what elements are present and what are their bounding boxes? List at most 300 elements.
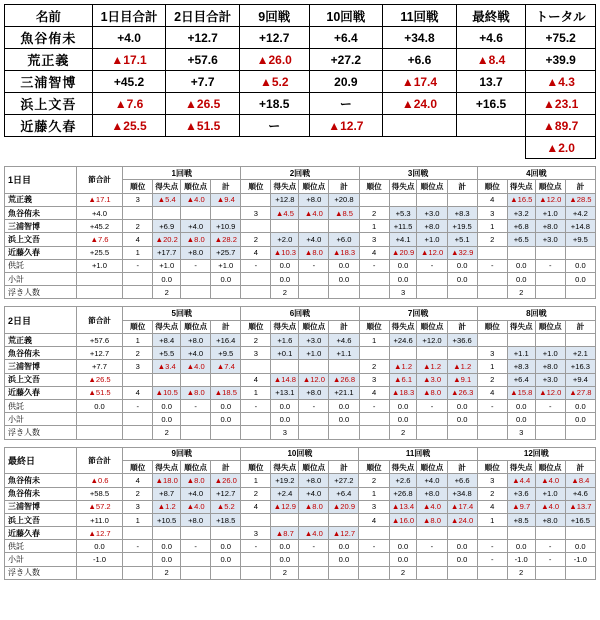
score-cell: 0.0: [271, 553, 299, 566]
score-cell: +1.0: [153, 259, 181, 272]
score-cell: -: [181, 400, 211, 413]
score-cell: [181, 272, 211, 285]
score-cell: [241, 193, 271, 206]
score-cell: ▲14.8: [271, 373, 299, 386]
detail-row: [5, 272, 596, 285]
score-cell: +3.2: [507, 206, 535, 219]
score-cell: [507, 527, 535, 540]
score-cell: [123, 206, 153, 219]
detail-table: [4, 306, 596, 439]
total-label: 節合計: [76, 307, 122, 334]
summary-cell: +12.7: [166, 27, 240, 49]
score-cell: +8.4: [153, 334, 181, 347]
subheader-cell: 得失点: [507, 180, 535, 193]
score-cell: [271, 513, 299, 526]
score-cell: [417, 193, 447, 206]
score-cell: [241, 413, 271, 426]
score-cell: 0.0: [153, 400, 181, 413]
score-cell: [359, 193, 389, 206]
score-cell: 1: [123, 513, 153, 526]
detail-row: [5, 373, 596, 386]
score-cell: ▲4.0: [535, 474, 565, 487]
score-cell: +25.7: [211, 246, 241, 259]
score-cell: [271, 220, 299, 233]
score-cell: +1.0: [535, 206, 565, 219]
score-cell: +4.0: [181, 220, 211, 233]
row-total: +58.5: [76, 487, 122, 500]
score-cell: +6.8: [507, 220, 535, 233]
score-cell: +16.4: [211, 334, 241, 347]
score-cell: +36.6: [447, 334, 477, 347]
score-cell: +1.6: [271, 334, 299, 347]
score-cell: [211, 426, 241, 439]
score-cell: [535, 566, 565, 579]
subheader-cell: 計: [447, 320, 477, 333]
score-cell: [299, 360, 329, 373]
score-cell: 1: [241, 474, 271, 487]
score-cell: [123, 373, 153, 386]
detail-row: [5, 527, 596, 540]
score-cell: [477, 246, 507, 259]
summary-cell: ▲12.7: [309, 115, 383, 137]
score-cell: ▲1.2: [153, 500, 181, 513]
score-cell: [329, 220, 359, 233]
score-cell: ▲4.4: [507, 474, 535, 487]
score-cell: -: [535, 259, 565, 272]
summary-cell: +6.4: [309, 27, 383, 49]
score-cell: [359, 426, 389, 439]
score-cell: 1: [359, 334, 389, 347]
score-cell: 3: [477, 206, 507, 219]
row-total: ▲12.7: [76, 527, 122, 540]
subheader-cell: 得失点: [153, 320, 181, 333]
score-cell: 0.0: [211, 413, 241, 426]
subheader-cell: 順位点: [535, 460, 565, 473]
score-cell: -: [299, 259, 329, 272]
score-cell: -: [181, 259, 211, 272]
score-cell: [211, 206, 241, 219]
score-cell: +2.1: [565, 347, 595, 360]
row-label: 荒正義: [5, 193, 77, 206]
row-label: 魚谷侑未: [5, 206, 77, 219]
score-cell: ▲5.2: [211, 500, 241, 513]
score-cell: [417, 347, 447, 360]
score-cell: [153, 527, 181, 540]
summary-cell: +16.5: [456, 93, 526, 115]
spacer: [5, 137, 93, 159]
score-cell: ▲12.7: [329, 527, 359, 540]
score-cell: ▲4.0: [299, 527, 329, 540]
score-cell: [477, 286, 507, 299]
score-cell: 0.0: [329, 540, 359, 553]
score-cell: 1: [241, 386, 271, 399]
summary-cell: ▲17.4: [383, 71, 457, 93]
score-cell: +0.1: [271, 347, 299, 360]
summary-header-cell: 11回戦: [383, 5, 457, 27]
row-total: ▲26.5: [76, 373, 122, 386]
score-cell: ▲4.0: [535, 500, 565, 513]
row-label: 三浦智博: [5, 360, 77, 373]
score-cell: [123, 553, 153, 566]
row-label: 荒正義: [5, 334, 77, 347]
subheader-cell: 順位: [123, 320, 153, 333]
score-cell: ▲4.0: [181, 500, 211, 513]
score-cell: +5.5: [153, 347, 181, 360]
score-cell: 2: [153, 286, 181, 299]
score-cell: ▲28.2: [211, 233, 241, 246]
subheader-cell: 順位点: [417, 460, 447, 473]
summary-cell: ▲7.6: [92, 93, 166, 115]
summary-cell: +4.6: [456, 27, 526, 49]
score-cell: +2.6: [389, 474, 417, 487]
detail-row: [5, 286, 596, 299]
score-cell: 2: [507, 566, 535, 579]
score-cell: 2: [389, 566, 417, 579]
score-cell: -: [477, 400, 507, 413]
row-label: 供託: [5, 259, 77, 272]
score-cell: [535, 527, 565, 540]
score-cell: 1: [477, 360, 507, 373]
score-cell: ▲18.3: [329, 246, 359, 259]
subheader-cell: 得失点: [389, 180, 417, 193]
score-cell: 0.0: [211, 540, 241, 553]
score-cell: 0.0: [507, 272, 535, 285]
detail-table: [4, 166, 596, 299]
score-cell: 0.0: [329, 413, 359, 426]
row-total: +1.0: [76, 259, 122, 272]
score-cell: [447, 347, 477, 360]
score-cell: ▲6.1: [389, 373, 417, 386]
score-cell: 3: [477, 474, 507, 487]
score-cell: +10.9: [211, 220, 241, 233]
row-total: +12.7: [76, 347, 122, 360]
score-cell: 0.0: [329, 272, 359, 285]
round-header: 9回戦: [123, 447, 241, 460]
score-cell: [241, 220, 271, 233]
score-cell: [447, 426, 477, 439]
subheader-cell: 計: [211, 320, 241, 333]
score-cell: ▲24.0: [447, 513, 477, 526]
detail-row: [5, 233, 596, 246]
row-label: 魚谷侑未: [5, 474, 77, 487]
score-cell: +8.0: [535, 220, 565, 233]
score-cell: ▲1.2: [447, 360, 477, 373]
score-cell: +2.0: [271, 233, 299, 246]
subheader-cell: 計: [565, 460, 595, 473]
subheader-cell: 計: [211, 180, 241, 193]
score-cell: -: [359, 400, 389, 413]
subheader-cell: 順位点: [417, 180, 447, 193]
score-cell: ▲8.7: [271, 527, 299, 540]
score-cell: 1: [359, 487, 389, 500]
round-header: 2回戦: [241, 167, 359, 180]
score-cell: [329, 566, 359, 579]
score-cell: +12.7: [211, 487, 241, 500]
score-cell: ▲20.9: [329, 500, 359, 513]
detail-row: [5, 426, 596, 439]
score-cell: 2: [507, 286, 535, 299]
detail-row: [5, 347, 596, 360]
score-cell: [447, 527, 477, 540]
score-cell: [477, 334, 507, 347]
row-label: 近藤久春: [5, 246, 77, 259]
row-label: 小計: [5, 272, 77, 285]
detail-row: [5, 513, 596, 526]
score-cell: +1.0: [211, 259, 241, 272]
row-total: +25.5: [76, 246, 122, 259]
score-cell: +13.1: [271, 386, 299, 399]
score-cell: -: [417, 400, 447, 413]
score-cell: [477, 426, 507, 439]
score-cell: +1.0: [417, 233, 447, 246]
summary-header-cell: 最終戦: [456, 5, 526, 27]
detail-row: [5, 246, 596, 259]
score-cell: +9.5: [565, 233, 595, 246]
subheader-cell: 順位: [477, 320, 507, 333]
score-cell: 2: [389, 426, 417, 439]
row-total: ▲51.5: [76, 386, 122, 399]
score-cell: -: [477, 259, 507, 272]
score-cell: +8.0: [181, 246, 211, 259]
summary-cell: +34.8: [383, 27, 457, 49]
subheader-cell: 順位点: [181, 320, 211, 333]
subheader-cell: 計: [447, 460, 477, 473]
score-cell: [329, 513, 359, 526]
score-cell: [447, 193, 477, 206]
summary-header-cell: 10回戦: [309, 5, 383, 27]
score-cell: 0.0: [153, 272, 181, 285]
summary-row: [5, 27, 596, 49]
score-cell: 4: [359, 246, 389, 259]
score-cell: 2: [241, 233, 271, 246]
subheader-cell: 順位: [241, 180, 271, 193]
score-cell: [565, 286, 595, 299]
row-label: 魚谷侑未: [5, 347, 77, 360]
score-cell: 0.0: [271, 400, 299, 413]
score-cell: 0.0: [211, 553, 241, 566]
summary-row: [5, 49, 596, 71]
subheader-cell: 順位: [241, 320, 271, 333]
summary-cell: +27.2: [309, 49, 383, 71]
score-cell: 0.0: [447, 413, 477, 426]
score-cell: -: [477, 553, 507, 566]
score-cell: 0.0: [153, 413, 181, 426]
detail-header-row: [5, 167, 596, 180]
detail-row: [5, 193, 596, 206]
detail-blocks: [0, 166, 600, 580]
round-header: 3回戦: [359, 167, 477, 180]
score-cell: 4: [359, 513, 389, 526]
summary-total: ▲4.3: [526, 71, 596, 93]
summary-cell: +45.2: [92, 71, 166, 93]
round-header: 10回戦: [241, 447, 359, 460]
score-cell: [271, 360, 299, 373]
score-cell: [417, 553, 447, 566]
round-header: 5回戦: [123, 307, 241, 320]
score-cell: ▲18.0: [153, 474, 181, 487]
summary-cell: 20.9: [309, 71, 383, 93]
score-cell: [299, 220, 329, 233]
summary-footer-row: [5, 137, 596, 159]
row-label: 浜上文吾: [5, 233, 77, 246]
score-cell: 0.0: [389, 259, 417, 272]
score-cell: 0.0: [389, 553, 417, 566]
score-cell: ▲12.0: [299, 373, 329, 386]
score-cell: [359, 413, 389, 426]
summary-cell: ▲26.5: [166, 93, 240, 115]
score-cell: 4: [123, 474, 153, 487]
score-cell: +1.0: [535, 487, 565, 500]
score-cell: 3: [359, 233, 389, 246]
detail-row: [5, 206, 596, 219]
summary-total: ▲23.1: [526, 93, 596, 115]
score-cell: 4: [359, 386, 389, 399]
score-cell: -: [241, 400, 271, 413]
subheader-cell: 順位点: [299, 180, 329, 193]
summary-cell: [456, 115, 526, 137]
score-cell: [329, 286, 359, 299]
subheader-cell: 計: [565, 180, 595, 193]
score-cell: 3: [241, 347, 271, 360]
score-cell: +4.0: [417, 474, 447, 487]
score-cell: +6.0: [329, 233, 359, 246]
score-cell: 0.0: [565, 413, 595, 426]
score-cell: 2: [241, 487, 271, 500]
score-cell: -: [417, 259, 447, 272]
score-cell: +8.0: [535, 360, 565, 373]
summary-header-cell: 1日目合計: [92, 5, 166, 27]
score-cell: +5.1: [447, 233, 477, 246]
score-cell: [181, 413, 211, 426]
score-cell: ▲13.4: [389, 500, 417, 513]
subheader-cell: 得失点: [389, 460, 417, 473]
score-cell: [299, 566, 329, 579]
score-cell: 3: [123, 193, 153, 206]
summary-cell: 13.7: [456, 71, 526, 93]
round-header: 7回戦: [359, 307, 477, 320]
day-label: 最終日: [5, 447, 77, 474]
row-total: 0.0: [76, 540, 122, 553]
score-cell: 2: [359, 360, 389, 373]
subheader-cell: 順位: [359, 460, 389, 473]
summary-cell: ▲24.0: [383, 93, 457, 115]
spacer: [456, 137, 526, 159]
score-cell: [507, 334, 535, 347]
detail-block: [4, 447, 596, 580]
score-cell: [329, 360, 359, 373]
score-cell: 0.0: [507, 400, 535, 413]
score-cell: [447, 566, 477, 579]
score-cell: 2: [359, 474, 389, 487]
score-cell: ▲17.4: [447, 500, 477, 513]
subheader-cell: 順位: [123, 460, 153, 473]
subheader-cell: 得失点: [507, 460, 535, 473]
score-cell: +3.0: [535, 373, 565, 386]
score-cell: -: [359, 259, 389, 272]
score-cell: +12.8: [271, 193, 299, 206]
score-cell: -: [299, 540, 329, 553]
score-cell: +8.0: [181, 513, 211, 526]
score-cell: +10.5: [153, 513, 181, 526]
subheader-cell: 得失点: [271, 180, 299, 193]
score-cell: +12.0: [417, 334, 447, 347]
summary-header-cell: 2日目合計: [166, 5, 240, 27]
row-total: -1.0: [76, 553, 122, 566]
score-cell: -: [123, 540, 153, 553]
grand-total: ▲2.0: [526, 137, 596, 159]
score-cell: +26.8: [389, 487, 417, 500]
score-cell: 3: [271, 426, 299, 439]
score-cell: +3.0: [417, 206, 447, 219]
score-cell: 0.0: [271, 413, 299, 426]
score-cell: +4.0: [181, 487, 211, 500]
score-cell: -: [241, 540, 271, 553]
score-cell: +1.0: [299, 347, 329, 360]
score-cell: ▲27.8: [565, 386, 595, 399]
score-cell: [507, 246, 535, 259]
score-cell: +6.9: [153, 220, 181, 233]
score-cell: ▲4.0: [181, 360, 211, 373]
score-cell: [181, 527, 211, 540]
day-label: 1日目: [5, 167, 77, 194]
score-cell: ▲8.0: [417, 513, 447, 526]
subheader-cell: 順位: [477, 460, 507, 473]
score-cell: [241, 286, 271, 299]
row-label: 供託: [5, 540, 77, 553]
row-total: ▲57.2: [76, 500, 122, 513]
score-cell: 0.0: [447, 553, 477, 566]
score-cell: [153, 206, 181, 219]
round-header: 4回戦: [477, 167, 595, 180]
row-total: [76, 426, 122, 439]
subheader-cell: 順位: [241, 460, 271, 473]
score-cell: ▲4.0: [417, 500, 447, 513]
score-cell: 2: [123, 347, 153, 360]
summary-cell: +7.7: [166, 71, 240, 93]
detail-row: [5, 413, 596, 426]
score-cell: [299, 513, 329, 526]
score-cell: ▲20.2: [153, 233, 181, 246]
score-cell: +1.1: [507, 347, 535, 360]
subheader-cell: 順位点: [181, 460, 211, 473]
score-cell: [535, 286, 565, 299]
score-cell: ▲12.0: [417, 246, 447, 259]
score-cell: +8.5: [507, 513, 535, 526]
score-cell: +4.6: [565, 487, 595, 500]
score-cell: 3: [477, 347, 507, 360]
score-cell: 3: [359, 373, 389, 386]
subheader-cell: 得失点: [271, 320, 299, 333]
detail-row: [5, 500, 596, 513]
summary-total: +39.9: [526, 49, 596, 71]
score-cell: 0.0: [329, 553, 359, 566]
round-header: 8回戦: [477, 307, 595, 320]
spacer: [309, 137, 383, 159]
score-cell: -: [417, 540, 447, 553]
total-label: 節合計: [76, 167, 122, 194]
score-cell: [123, 272, 153, 285]
score-cell: [535, 413, 565, 426]
score-cell: 1: [123, 334, 153, 347]
score-cell: 4: [477, 500, 507, 513]
score-cell: 0.0: [211, 400, 241, 413]
score-cell: -: [181, 540, 211, 553]
score-cell: ▲16.5: [507, 193, 535, 206]
summary-header-cell: 9回戦: [239, 5, 309, 27]
detail-row: [5, 220, 596, 233]
score-cell: [417, 413, 447, 426]
score-cell: +3.0: [535, 233, 565, 246]
